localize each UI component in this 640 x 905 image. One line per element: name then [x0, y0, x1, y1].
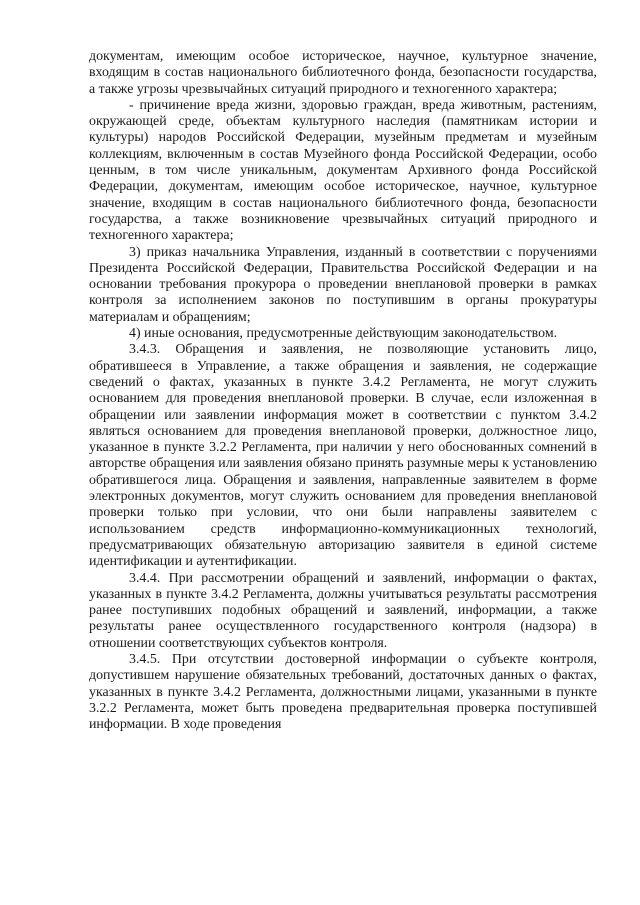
paragraph-item-3-order: 3) приказ начальника Управления, изданный в соответствии с поручениями Президента Российской Федерации, Правительства Российской Федерации и на основании требования прокурора о проведении внеплановой проверки в рамках контроля за исполнением законов по поступившим в органы прокуратуры материалам и обращениям;: [89, 244, 597, 325]
paragraph-threats-continuation: документам, имеющим особое историческое, научное, культурное значение, входящим в состав национального библиотечного фонда, безопасности государства, а также угрозы чрезвычайных ситуаций природного и техногенного характера;: [89, 49, 597, 97]
paragraph-3-4-3: 3.4.3. Обращения и заявления, не позволяющие установить лицо, обратившееся в Управление, а также обращения и заявления, не содержащие сведений о фактах, указанных в пункте 3.4.2 Регламента, не могут служить основанием для проведения внеплановой проверки. В случае, если изложенная в обращении или заявлении информация может в соответствии с пунктом 3.4.2 являться основанием для проведения внеплановой проверки, должностное лицо, указанное в пункте 3.2.2 Регламента, при наличии у него обоснованных сомнений в авторстве обращения или заявления обязано принять разумные меры к установлению обратившегося лица. Обращения и заявления, направленные заявителем в форме электронных документов, могут служить основанием для проведения внеплановой проверки только при условии, что они были направлены заявителем с использованием средств информационно-коммуникационных технологий, предусматривающих обязательную авторизацию заявителя в единой системе идентификации и аутентификации.: [89, 342, 597, 570]
paragraph-item-4-other-grounds: 4) иные основания, предусмотренные действующим законодательством.: [129, 326, 558, 342]
paragraph-harm-list-item: - причинение вреда жизни, здоровью граждан, вреда животным, растениям, окружающей среде, объектам культурного наследия (памятникам истории и культуры) народов Российской Федерации, музейным предметам и музейным коллекциям, включенным в состав Музейного фонда Российской Федерации, особо ценным, в том числе уникальным, документам Архивного фонда Российской Федерации, документам, имеющим особое историческое, научное, культурное значение, входящим в состав национального библиотечного фонда, безопасности государства, а также возникновение чрезвычайных ситуаций природного и техногенного характера;: [89, 97, 597, 244]
paragraph-3-4-4: 3.4.4. При рассмотрении обращений и заявлений, информации о фактах, указанных в пункте 3.4.2 Регламента, должны учитываться результаты рассмотрения ранее поступивших подобных обращений и заявлений, информации, а также результаты ранее осуществленного государственного контроля (надзора) в отношении соответствующих субъектов контроля.: [89, 570, 597, 651]
paragraph-3-4-5: 3.4.5. При отсутствии достоверной информации о субъекте контроля, допустившем нарушение обязательных требований, достаточных данных о фактах, указанных в пункте 3.4.2 Регламента, должностными лицами, указанными в пункте 3.2.2 Регламента, может быть проведена предварительная проверка поступившей информации. В ходе проведения: [89, 651, 597, 733]
document-page: [89, 49, 597, 733]
